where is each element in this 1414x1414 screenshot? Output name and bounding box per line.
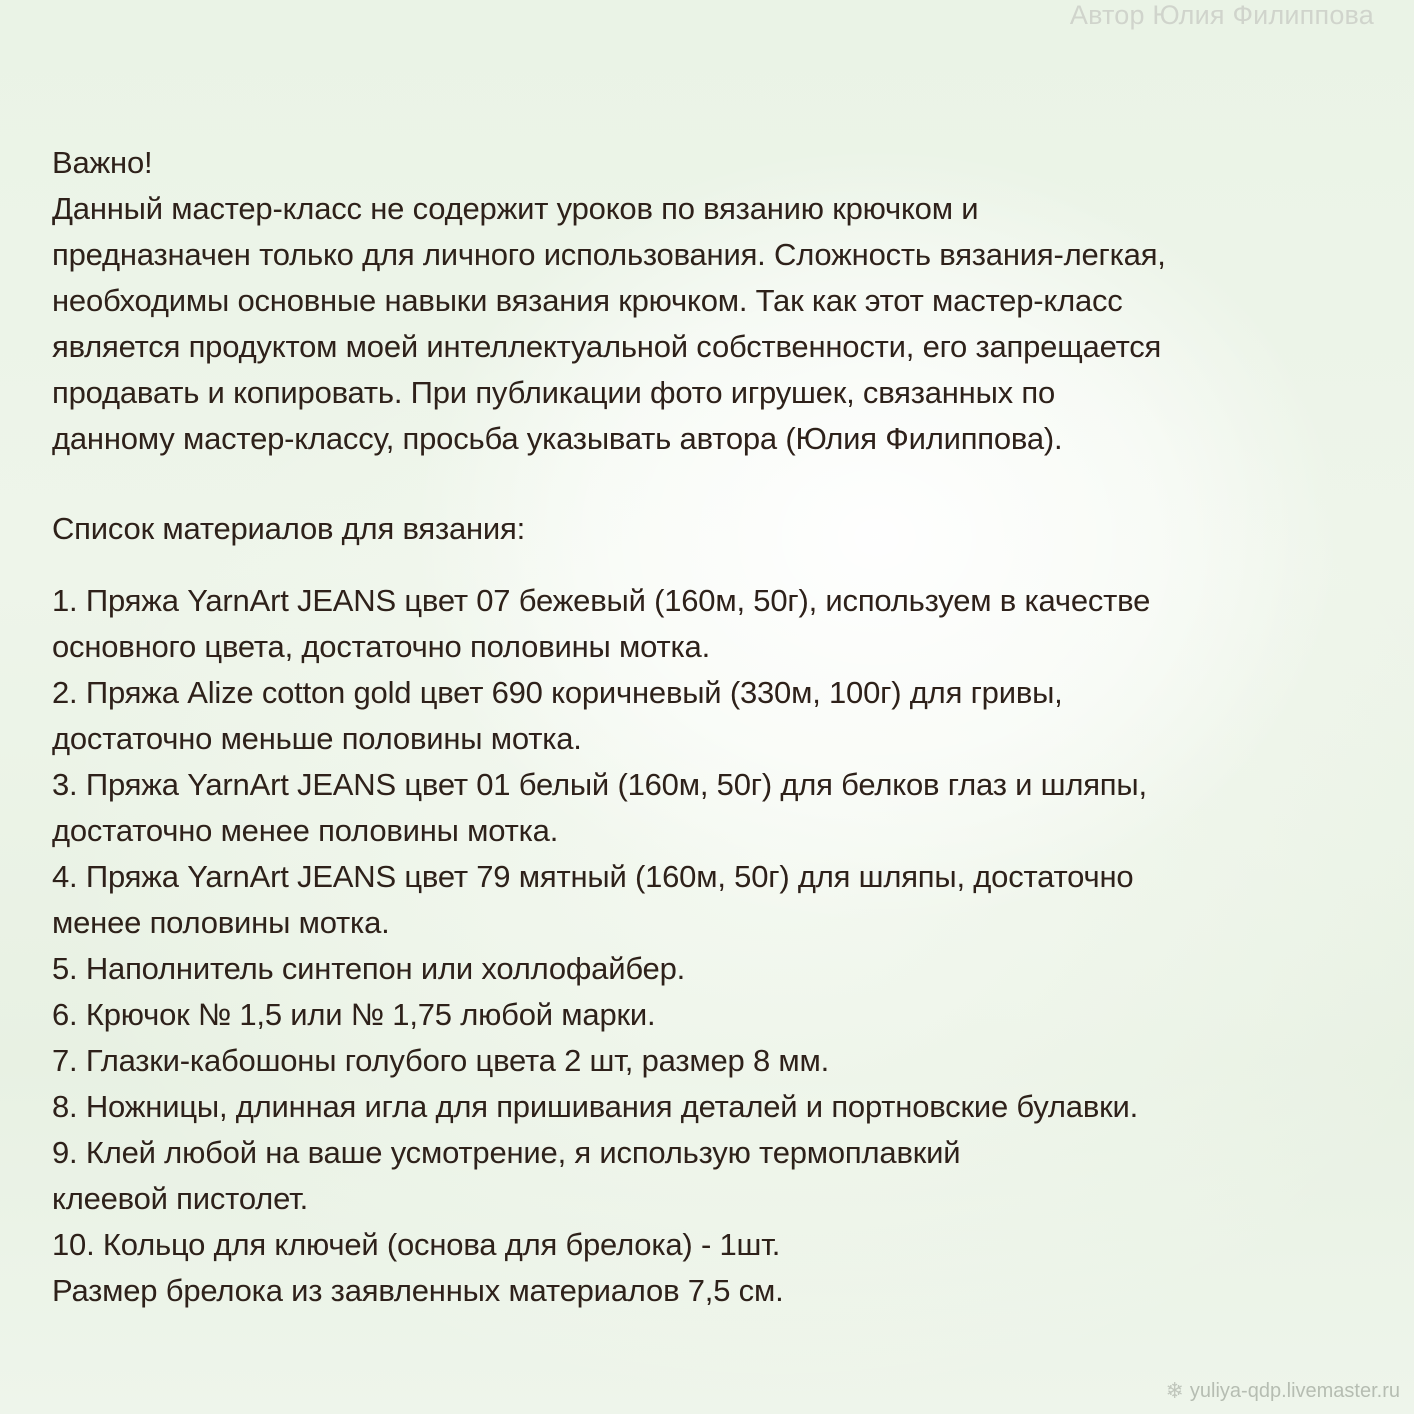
intro-line: необходимы основные навыки вязания крючком. Так как этот мастер-класс — [52, 283, 1123, 318]
list-item: 9. Клей любой на ваше усмотрение, я использую термоплавкий — [52, 1135, 961, 1170]
list-item: 7. Глазки-кабошоны голубого цвета 2 шт, размер 8 мм. — [52, 1043, 830, 1078]
list-item: 4. Пряжа YarnArt JEANS цвет 79 мятный (160м, 50г) для шляпы, достаточно — [52, 859, 1134, 894]
intro-paragraph — [52, 140, 1382, 462]
list-item: 5. Наполнитель синтепон или холлофайбер. — [52, 951, 686, 986]
list-item: 8. Ножницы, длинная игла для пришивания деталей и портновские булавки. — [52, 1089, 1139, 1124]
materials-list — [52, 578, 1382, 1314]
author-watermark: Автор Юлия Филиппова — [1069, 0, 1374, 30]
site-watermark — [1165, 1378, 1400, 1404]
list-item: 3. Пряжа YarnArt JEANS цвет 01 белый (160м, 50г) для белков глаз и шляпы, — [52, 767, 1147, 802]
list-item: клеевой пистолет. — [52, 1181, 309, 1216]
site-url: yuliya-qdp.livemaster.ru — [1189, 1379, 1400, 1402]
important-heading: Важно! — [52, 145, 153, 180]
intro-line: предназначен только для личного использования. Сложность вязания-легкая, — [52, 237, 1166, 272]
list-item: 1. Пряжа YarnArt JEANS цвет 07 бежевый (160м, 50г), используем в качестве — [52, 583, 1151, 618]
intro-line: является продуктом моей интеллектуальной собственности, его запрещается — [52, 329, 1162, 364]
list-item: Размер брелока из заявленных материалов 7,5 см. — [52, 1273, 784, 1308]
list-item: достаточно меньше половины мотка. — [52, 721, 582, 756]
intro-line: данному мастер-классу, просьба указывать автора (Юлия Филиппова). — [52, 421, 1063, 456]
intro-line: продавать и копировать. При публикации фото игрушек, связанных по — [52, 375, 1056, 410]
list-item: основного цвета, достаточно половины мотка. — [52, 629, 710, 664]
list-item: достаточно менее половины мотка. — [52, 813, 559, 848]
list-item: 10. Кольцо для ключей (основа для брелока) - 1шт. — [52, 1227, 781, 1262]
intro-line: Данный мастер-класс не содержит уроков по вязанию крючком и — [52, 191, 979, 226]
document-body — [52, 140, 1382, 1314]
materials-heading: Список материалов для вязания: — [52, 511, 526, 546]
list-item: менее половины мотка. — [52, 905, 390, 940]
list-item: 6. Крючок № 1,5 или № 1,75 любой марки. — [52, 997, 656, 1032]
snowflake-icon: ❄ — [1165, 1378, 1184, 1403]
list-item: 2. Пряжа Alize cotton gold цвет 690 коричневый (330м, 100г) для гривы, — [52, 675, 1063, 710]
